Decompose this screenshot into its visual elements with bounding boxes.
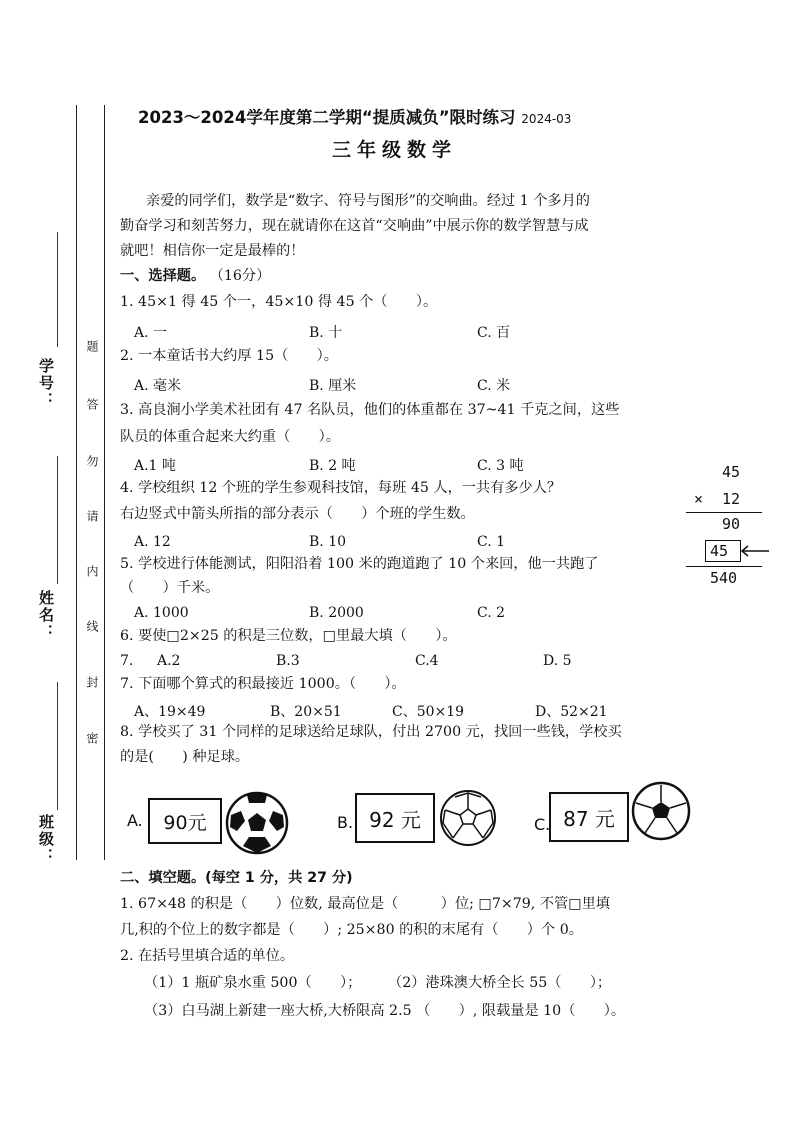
exam-date: 2024-03 <box>521 112 572 126</box>
calc-rule <box>686 566 762 567</box>
student-id-label: 学号： <box>37 358 55 409</box>
question-text: 右边竖式中箭头所指的部分表示（ ）个班的学生数。 <box>120 506 475 522</box>
question-text: 6. 要使□2×25 的积是三位数，□里最大填（ ）。 <box>120 628 457 644</box>
question-text: 4. 学校组织 12 个班的学生参观科技馆，每班 45 人，一共有多少人？ <box>120 480 562 496</box>
option-b[interactable]: B、20×51 <box>270 704 342 720</box>
question-text: （ ）千米。 <box>120 580 220 596</box>
section-score: （16分） <box>209 268 271 284</box>
intro-line: 亲爱的同学们，数学是“数字、符号与图形”的交响曲。经过 1 个多月的 <box>146 193 590 209</box>
football-icon <box>225 791 289 855</box>
page-title <box>138 104 571 128</box>
name-blank[interactable] <box>57 456 58 584</box>
option-b[interactable]: B. 2000 <box>309 605 364 621</box>
section-heading <box>120 268 270 285</box>
question-text: 1. 45×1 得 45 个一，45×10 得 45 个（ ）。 <box>120 294 438 310</box>
seal-char: 密 <box>85 732 99 744</box>
question-text: 3. 高良涧小学美术社团有 47 名队员，他们的体重都在 37~41 千克之间，这些 <box>120 402 620 418</box>
question-text: （2）港珠澳大桥全长 55（ ）； <box>388 975 612 991</box>
seal-char: 线 <box>85 620 99 632</box>
question-text: 8. 学校买了 31 个同样的足球送给足球队，付出 2700 元，找回一些钱，学校买 <box>120 724 622 740</box>
option-c[interactable]: C. 1 <box>477 534 506 550</box>
question-text: 5. 学校进行体能测试，阳阳沿着 100 米的跑道跑了 10 个来回，他一共跑了 <box>120 556 599 572</box>
option-a[interactable]: A. 一 <box>134 325 168 341</box>
option-b[interactable]: B. 十 <box>309 325 343 341</box>
choice-letter-c: C. <box>534 815 551 834</box>
price-tag-b[interactable]: 92 元 <box>355 793 435 843</box>
option-c[interactable]: C. 2 <box>477 605 506 621</box>
option-c[interactable]: C. 3 吨 <box>477 458 524 474</box>
choice-letter-b: B. <box>337 813 354 832</box>
seal-char: 答 <box>85 398 99 410</box>
choice-letter-a: A. <box>127 811 143 830</box>
option-a[interactable]: A.1 吨 <box>134 458 176 474</box>
calc-row1: 45 <box>722 463 741 481</box>
binding-line-inner <box>104 105 105 860</box>
option-c[interactable]: C. 百 <box>477 325 511 341</box>
question-text: 2. 在括号里填合适的单位。 <box>120 948 295 964</box>
option-d[interactable]: D、52×21 <box>535 704 608 720</box>
intro-line: 勤奋学习和刻苦努力，现在就请你在这首“交响曲”中展示你的数学智慧与成 <box>120 218 589 234</box>
student-id-blank[interactable] <box>57 232 58 347</box>
seal-char: 内 <box>85 565 99 577</box>
arrow-left-icon <box>740 544 770 558</box>
option-c[interactable]: C. 米 <box>477 378 511 394</box>
option-a[interactable]: A.2 <box>157 653 181 669</box>
calc-row2: 12 <box>722 490 741 508</box>
intro-line: 就吧！相信你一定是最棒的！ <box>120 243 305 259</box>
question-text: 7. 下面哪个算式的积最接近 1000。（ ）。 <box>120 676 406 692</box>
football-icon <box>439 789 497 847</box>
option-a[interactable]: A. 12 <box>134 534 171 550</box>
page-subtitle: 三年级数学 <box>332 139 458 161</box>
question-text: 2. 一本童话书大约厚 15（ ）。 <box>120 348 338 364</box>
class-label: 班级： <box>37 814 55 865</box>
question-text: 的是( ) 种足球。 <box>120 749 250 765</box>
option-b[interactable]: B. 10 <box>309 534 347 550</box>
calc-result: 540 <box>710 569 738 587</box>
seal-char: 题 <box>85 340 99 352</box>
section-title: 一、选择题。 <box>120 268 206 284</box>
option-d[interactable]: D. 5 <box>543 653 572 669</box>
option-b[interactable]: B.3 <box>276 653 300 669</box>
option-a[interactable]: A、19×49 <box>134 704 206 720</box>
question-text: 1. 67×48 的积是（ ）位数, 最高位是（ ）位; □7×79, 不管□里填 <box>120 896 610 912</box>
question-text: （3）白马湖上新建一座大桥,大桥限高 2.5 （ ）, 限载量是 10（ ）。 <box>144 1003 626 1019</box>
name-label: 姓名： <box>37 590 55 641</box>
calc-partial1: 90 <box>722 515 741 533</box>
seal-char: 封 <box>85 676 99 688</box>
section-title: 二、填空题。(每空 1 分，共 27 分) <box>120 870 353 886</box>
price-tag-a[interactable]: 90元 <box>148 798 222 844</box>
title-text: 2023～2024学年度第二学期“提质减负”限时练习 <box>138 108 516 127</box>
option-b[interactable]: B. 厘米 <box>309 378 357 394</box>
class-blank[interactable] <box>57 682 58 810</box>
calc-operator: × <box>694 490 704 508</box>
question-text: （1）1 瓶矿泉水重 500（ ）； <box>144 975 362 991</box>
price-tag-c[interactable]: 87 元 <box>549 792 629 842</box>
option-b[interactable]: B. 2 吨 <box>309 458 356 474</box>
calc-rule <box>686 512 762 513</box>
football-icon <box>631 781 691 841</box>
option-a[interactable]: A. 1000 <box>134 605 189 621</box>
option-a[interactable]: A. 毫米 <box>134 378 182 394</box>
question-text: 队员的体重合起来大约重（ ）。 <box>120 429 340 445</box>
calc-partial2: 45 <box>710 542 729 560</box>
option-number: 7. <box>120 653 134 669</box>
seal-char: 请 <box>85 510 99 522</box>
option-c[interactable]: C.4 <box>415 653 439 669</box>
question-text: 几,积的个位上的数字都是（ ）; 25×80 的积的末尾有（ ）个 0。 <box>120 922 583 938</box>
option-c[interactable]: C、50×19 <box>392 704 465 720</box>
binding-line-outer <box>76 105 77 860</box>
seal-char: 勿 <box>85 455 99 467</box>
